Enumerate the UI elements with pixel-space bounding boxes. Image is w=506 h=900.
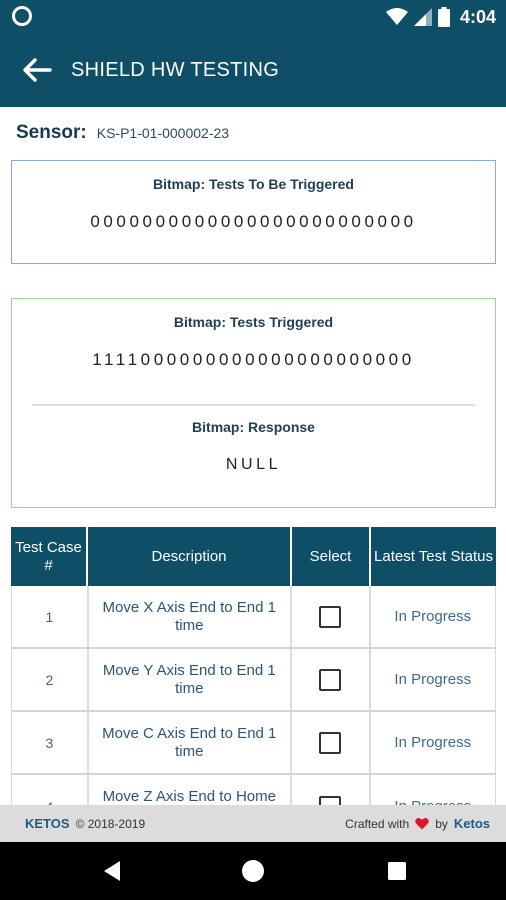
table-row <box>11 649 496 712</box>
tests-to-trigger-title: Bitmap: Tests To Be Triggered <box>153 176 354 192</box>
app-bar <box>0 34 506 107</box>
select-cell <box>292 586 371 647</box>
response-value: NULL <box>225 456 282 473</box>
footer-left <box>25 816 145 831</box>
test-description: Move X Axis End to End 1 time <box>89 586 292 647</box>
footer-brand-right: Ketos <box>453 816 490 831</box>
test-description: Move Y Axis End to End 1 time <box>89 649 292 710</box>
test-status: In Progress <box>394 670 472 688</box>
footer-crafted-with: Crafted with <box>345 816 410 831</box>
header-status: Latest Test Status <box>374 547 493 565</box>
select-checkbox[interactable] <box>319 732 341 754</box>
table-row <box>11 712 496 775</box>
response-title: Bitmap: Response <box>192 419 315 435</box>
status-time: 4:04 <box>459 6 496 27</box>
select-checkbox[interactable] <box>319 606 341 628</box>
sensor-row <box>16 122 229 148</box>
select-cell <box>292 712 371 773</box>
status-bar <box>0 0 506 34</box>
footer-by: by <box>435 816 448 831</box>
nav-recents-icon[interactable] <box>384 858 410 884</box>
notification-circle-icon <box>12 6 32 26</box>
back-arrow-icon[interactable] <box>20 53 54 87</box>
sensor-id: KS-P1-01-000002-23 <box>96 125 230 141</box>
footer-right <box>345 816 490 831</box>
status-icons <box>386 4 496 30</box>
tests-triggered-card <box>11 298 496 508</box>
battery-icon <box>438 7 450 27</box>
test-case-number: 1 <box>12 586 89 647</box>
tests-to-trigger-bits: 0000000000000000000000000 <box>90 212 417 231</box>
cell-signal-icon <box>414 8 432 26</box>
test-case-table[interactable] <box>11 527 496 805</box>
heart-icon <box>415 817 429 830</box>
table-row <box>11 586 496 649</box>
header-test-case: Test Case # <box>11 527 88 586</box>
page-title: SHIELD HW TESTING <box>71 59 280 81</box>
table-header <box>11 527 496 586</box>
sensor-label: Sensor: <box>16 122 87 143</box>
test-status: In Progress <box>394 733 472 751</box>
test-case-number: 2 <box>12 649 89 710</box>
divider <box>32 404 475 406</box>
navigation-bar <box>0 842 506 900</box>
wifi-icon <box>386 8 408 26</box>
select-checkbox[interactable] <box>319 669 341 691</box>
test-description: Move Z Axis End to Home <box>89 775 292 838</box>
nav-home-icon[interactable] <box>240 858 266 884</box>
footer-copyright: © 2018-2019 <box>75 816 146 831</box>
nav-back-icon[interactable] <box>100 858 126 884</box>
tests-triggered-title: Bitmap: Tests Triggered <box>173 314 334 330</box>
test-description: Move C Axis End to End 1 time <box>89 712 292 773</box>
header-description: Description <box>88 527 292 586</box>
test-status: In Progress <box>394 607 472 625</box>
tests-triggered-bits: 1111000000000000000000000 <box>92 350 415 369</box>
select-cell <box>292 649 371 710</box>
tests-to-trigger-card <box>11 160 496 264</box>
footer-brand: KETOS <box>25 816 70 831</box>
test-case-number: 3 <box>12 712 89 773</box>
footer <box>0 805 506 842</box>
header-select: Select <box>292 527 371 586</box>
